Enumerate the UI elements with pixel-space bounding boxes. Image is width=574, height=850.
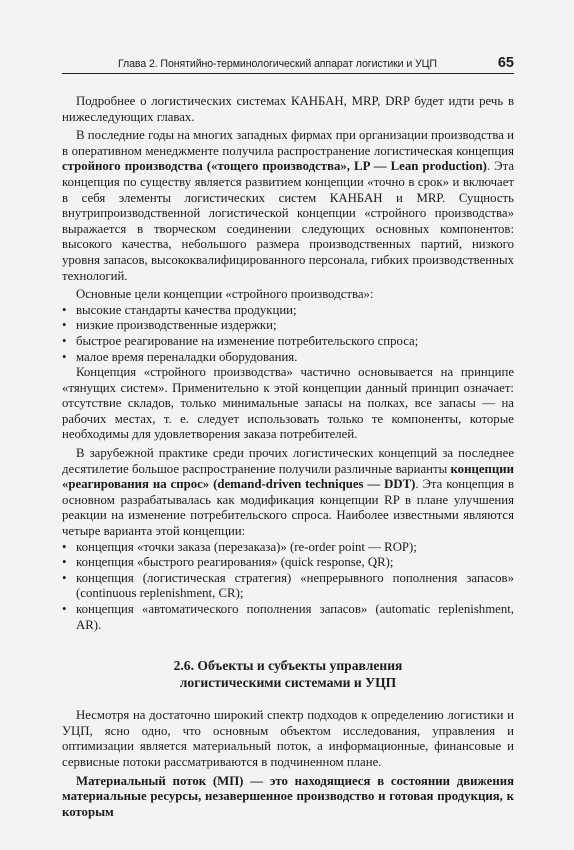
list-item (62, 303, 514, 319)
list-item-text: малое время переналадки оборудования. (76, 349, 298, 364)
paragraph-goals-intro: Основные цели концепции «стройного производства»: (76, 287, 374, 302)
bullet-icon: • (62, 555, 67, 570)
list-item-text: низкие производственные издержки; (76, 318, 277, 333)
goals-list (62, 303, 514, 365)
page-number: 65 (497, 55, 514, 71)
bullet-icon: • (62, 349, 67, 364)
bullet-icon: • (62, 333, 67, 348)
bullet-icon: • (62, 302, 67, 317)
list-item-text: концепция «быстрого реагирования» (quick response, QR); (76, 555, 394, 570)
lean-text-after: . Эта концепция по существу является развитием концепции «точно в срок» и включает в себя элементы логистических систем КАНБАН и MRP. Сущность внутрипроизводственной логистической концепции «стройного производства» выражается в творческом соединении следующих основных компонентов: высокого качества, небольшого размера производственных партий, низкого уровня запасов, высококвалифицированного персонала, гибких производственных технологий. (62, 159, 515, 283)
paragraph-kanban-ref: Подробнее о логистических системах КАНБАН, MRP, DRP будет идти речь в нижеследующих главах. (62, 94, 514, 124)
page-body (62, 94, 514, 820)
list-item (62, 334, 514, 350)
paragraph-demand-driven (62, 446, 514, 540)
variants-list (62, 540, 514, 634)
list-item-text: концепция «автоматического пополнения запасов» (automatic replenishment, AR). (76, 602, 514, 632)
section-heading-line1: 2.6. Объекты и субъекты управления (173, 658, 403, 674)
list-item-text: концепция «точки заказа (перезаказа)» (re-order point — ROP); (76, 539, 417, 554)
ddt-text-after: . Эта концепция в основном разрабатывалась как модификация концепции RP в плане улучшения реакции на изменение потребительского спроса. Наиболее известными являются четыре варианта этой концепции: (62, 477, 514, 539)
lean-text-before: В последние годы на многих западных фирмах при организации производства и в оперативном менеджменте получила распространение логистическая концепция (62, 128, 514, 158)
paragraph-material-flow-definition: Материальный поток (МП) — это находящиеся в состоянии движения материальные ресурсы, незавершенное производство и готовая продукция, к которым (62, 773, 514, 819)
list-item-text: концепция (логистическая стратегия) «непрерывного пополнения запасов» (continuous replenishment, CR); (76, 570, 514, 601)
paragraph-material-flow-intro: Несмотря на достаточно широкий спектр подходов к определению логистики и УЦП, ясно одно, что основным объектом исследования, управления и оптимизации является материальный поток, а информационные, финансовые и сервисные потоки рассматриваются в подчиненном плане. (62, 708, 514, 769)
bullet-icon: • (62, 570, 67, 585)
list-item-text: быстрое реагирование на изменение потребительского спроса; (76, 333, 419, 348)
bullet-icon: • (62, 539, 67, 554)
list-item-text: высокие стандарты качества продукции; (76, 302, 297, 317)
list-item (62, 350, 514, 366)
list-item (62, 540, 514, 556)
ddt-text-before: В зарубежной практике среди прочих логистических концепций за последнее десятилетие большое распространение получили различные варианты (62, 446, 514, 476)
paragraph-pull-systems: Концепция «стройного производства» частично основывается на принципе «тянущих систем». Применительно к этой концепции данный принцип означает: отсутствие складов, только минимальные запасы на полках, все запасы — на рабочих местах, т. е. следует использовать только те компоненты, которые необходимы для удовлетворения заказа потребителей. (62, 365, 514, 442)
list-item (62, 555, 514, 571)
section-heading (62, 657, 514, 691)
list-item (62, 571, 514, 602)
lean-production-term: стройного производства («тощего производства», LP — Lean production) (62, 159, 487, 174)
list-item (62, 318, 514, 334)
paragraph-lean-production (62, 128, 514, 284)
section-heading-line2: логистическими системами и УЦП (179, 675, 397, 691)
bullet-icon: • (62, 318, 67, 333)
ddt-term: концепции «реагирования на спрос» (demand-driven techniques — DDT) (62, 461, 514, 492)
list-item (62, 602, 514, 633)
bullet-icon: • (62, 602, 67, 616)
running-header (62, 56, 514, 74)
chapter-title: Глава 2. Понятийно-терминологический аппарат логистики и УЦП (118, 58, 437, 70)
